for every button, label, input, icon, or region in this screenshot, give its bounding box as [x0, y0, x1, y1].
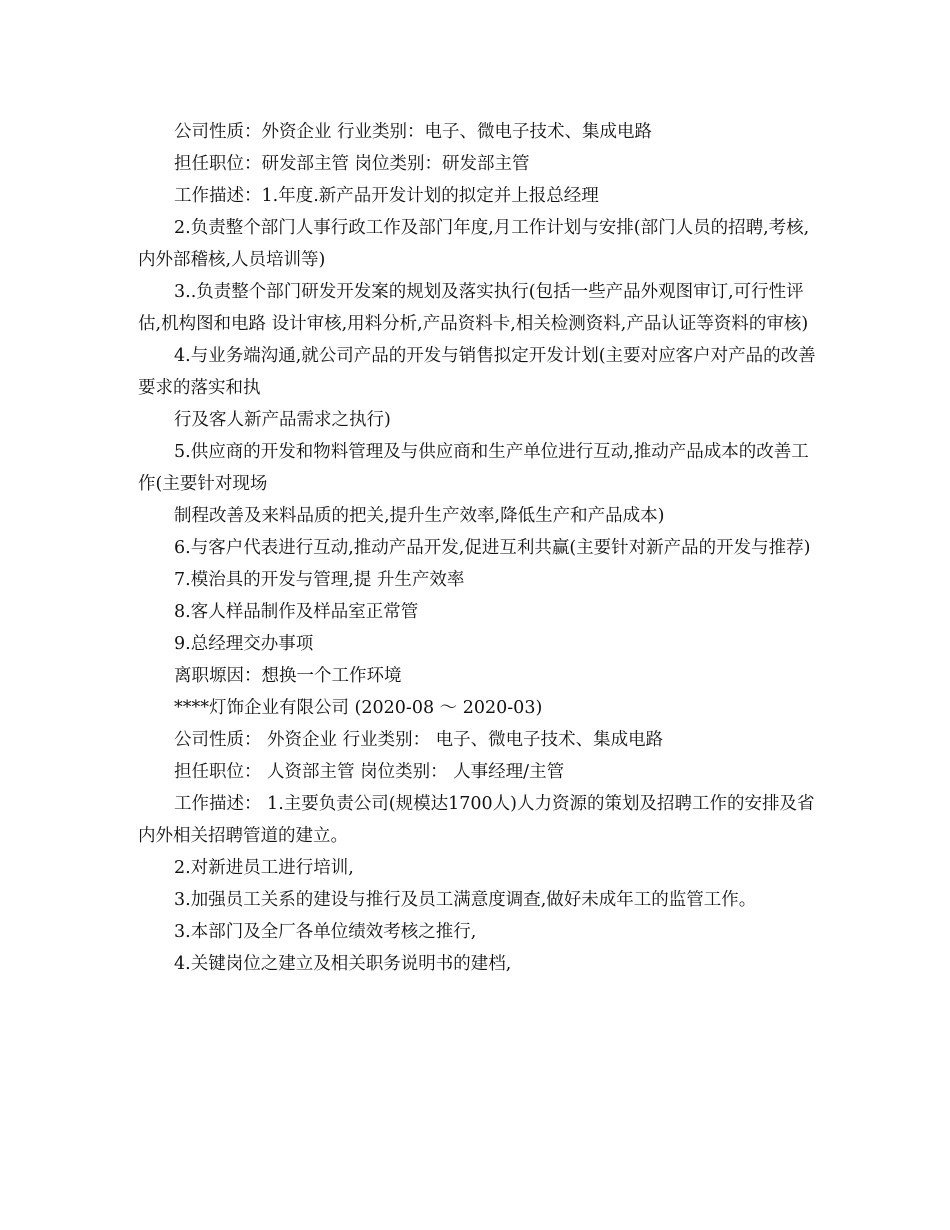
paragraph-hr-duty-3a: 3.加强员工关系的建设与推行及员工满意度调查,做好未成年工的监管工作。 — [174, 890, 757, 910]
paragraph-duty-3: 3..负责整个部门研发开发案的规划及落实执行(包括一些产品外观图审订,可行性评估,机构图和电路 设计审核,用料分析,产品资料卡,相关检测资料,产品认证等资料的审核) — [138, 282, 809, 334]
paragraph-duty-4: 4.与业务端沟通,就公司产品的开发与销售拟定开发计划(主要对应客户对产品的改善要求的落实和执 — [138, 346, 816, 398]
paragraph-duty-4-cont: 行及客人新产品需求之执行) — [174, 410, 391, 430]
paragraph-duty-9: 9.总经理交办事项 — [174, 634, 314, 654]
resume-body — [138, 116, 818, 980]
paragraph-company-nature-1: 公司性质：外资企业 行业类别：电子、微电子技术、集成电路 — [174, 122, 653, 142]
paragraph-position-2: 担任职位： 人资部主管 岗位类别： 人事经理/主管 — [174, 762, 565, 782]
paragraph-hr-duty-4: 4.关键岗位之建立及相关职务说明书的建档, — [174, 954, 512, 974]
paragraph-duty-5-cont: 制程改善及来料品质的把关,提升生产效率,降低生产和产品成本) — [174, 506, 665, 526]
paragraph-leave-reason: 离职塬因：想换一个工作环境 — [174, 666, 402, 686]
paragraph-company-entry: ****灯饰企业有限公司 (2020-08 ～ 2020-03) — [174, 698, 543, 718]
paragraph-position-1: 担任职位：研发部主管 岗位类别：研发部主管 — [174, 154, 530, 174]
paragraph-duty-6: 6.与客户代表进行互动,推动产品开发,促进互利共赢(主要针对新产品的开发与推荐) — [174, 538, 811, 558]
paragraph-duty-5: 5.供应商的开发和物料管理及与供应商和生产单位进行互动,推动产品成本的改善工作(主要针对现场 — [138, 442, 809, 494]
paragraph-hr-duty-2: 2.对新进员工进行培训, — [174, 858, 354, 878]
paragraph-hr-duty-3b: 3.本部门及全厂各单位绩效考核之推行, — [174, 922, 477, 942]
paragraph-job-description-2: 工作描述： 1.主要负责公司(规模达1700人)人力资源的策划及招聘工作的安排及省内外相关招聘管道的建立。 — [138, 794, 815, 846]
paragraph-company-nature-2: 公司性质： 外资企业 行业类别： 电子、微电子技术、集成电路 — [174, 730, 664, 750]
paragraph-job-description-1: 工作描述：1.年度.新产品开发计划的拟定并上报总经理 — [174, 186, 599, 206]
paragraph-duty-2: 2.负责整个部门人事行政工作及部门年度,月工作计划与安排(部门人员的招聘,考核,内外部稽核,人员培训等) — [138, 218, 810, 270]
paragraph-duty-8: 8.客人样品制作及样品室正常管 — [174, 602, 419, 622]
paragraph-duty-7: 7.模治具的开发与管理,提 升生产效率 — [174, 570, 465, 590]
